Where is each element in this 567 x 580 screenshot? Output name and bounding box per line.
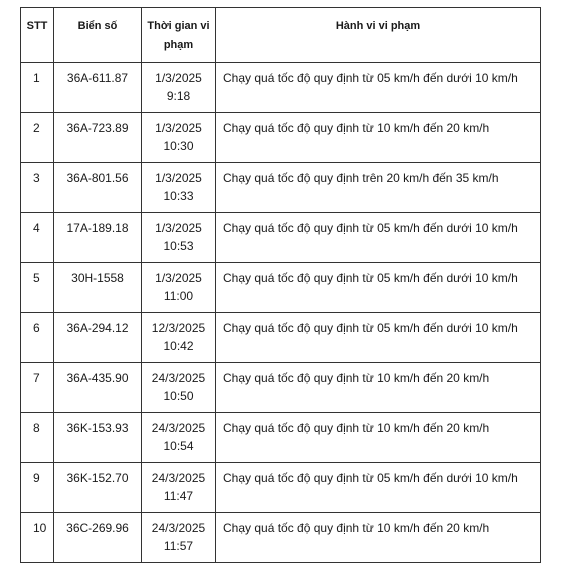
cell-time: [142, 213, 216, 263]
header-time: [142, 8, 216, 63]
cell-date-value: 24/3/2025: [151, 371, 206, 385]
cell-time: [142, 63, 216, 113]
table-row: [21, 113, 541, 163]
table-row: [21, 513, 541, 563]
cell-time: [142, 313, 216, 363]
table-body: [21, 63, 541, 563]
cell-time-value: 10:53: [163, 239, 194, 253]
cell-date-value: 1/3/2025: [155, 121, 202, 135]
cell-stt: 1: [21, 63, 54, 113]
cell-stt: 3: [21, 163, 54, 213]
cell-plate: 36K-152.70: [54, 463, 142, 513]
cell-violation: Chạy quá tốc độ quy định từ 05 km/h đến dưới 10 km/h: [216, 63, 541, 113]
cell-time: [142, 113, 216, 163]
cell-stt: 6: [21, 313, 54, 363]
cell-time: [142, 163, 216, 213]
cell-stt: 4: [21, 213, 54, 263]
header-violation: Hành vi vi phạm: [216, 8, 541, 63]
table-row: [21, 63, 541, 113]
cell-time: [142, 363, 216, 413]
cell-plate: 30H-1558: [54, 263, 142, 313]
cell-violation: Chạy quá tốc độ quy định trên 20 km/h đến 35 km/h: [216, 163, 541, 213]
cell-plate: 36A-294.12: [54, 313, 142, 363]
violations-table: [20, 7, 541, 563]
cell-time: [142, 513, 216, 563]
cell-time: [142, 413, 216, 463]
cell-time-value: 11:57: [163, 539, 194, 553]
header-time-label: Thời gian vi phạm: [147, 20, 210, 51]
cell-date-value: 1/3/2025: [155, 71, 202, 85]
cell-plate: 36A-435.90: [54, 363, 142, 413]
table-row: [21, 413, 541, 463]
cell-stt: 7: [21, 363, 54, 413]
cell-violation: Chạy quá tốc độ quy định từ 05 km/h đến dưới 10 km/h: [216, 463, 541, 513]
table-row: [21, 213, 541, 263]
cell-plate: 36K-153.93: [54, 413, 142, 463]
cell-time: [142, 263, 216, 313]
header-plate: Biển số: [54, 8, 142, 63]
table-row: [21, 463, 541, 513]
cell-violation: Chạy quá tốc độ quy định từ 10 km/h đến 20 km/h: [216, 413, 541, 463]
cell-time-value: 9:18: [166, 89, 191, 103]
cell-stt: 9: [21, 463, 54, 513]
cell-violation: Chạy quá tốc độ quy định từ 05 km/h đến dưới 10 km/h: [216, 213, 541, 263]
cell-time-value: 11:47: [163, 489, 194, 503]
table-row: [21, 163, 541, 213]
cell-date-value: 12/3/2025: [151, 321, 206, 335]
cell-date-value: 1/3/2025: [155, 171, 202, 185]
table-header-row: [21, 8, 541, 63]
cell-date-value: 1/3/2025: [155, 221, 202, 235]
cell-stt: 2: [21, 113, 54, 163]
cell-stt: 8: [21, 413, 54, 463]
table-row: [21, 363, 541, 413]
cell-time: [142, 463, 216, 513]
header-stt: STT: [21, 8, 54, 63]
cell-time-value: 10:42: [163, 339, 194, 353]
cell-date-value: 24/3/2025: [151, 421, 206, 435]
cell-date-value: 1/3/2025: [155, 271, 202, 285]
cell-plate: 36A-801.56: [54, 163, 142, 213]
cell-violation: Chạy quá tốc độ quy định từ 05 km/h đến dưới 10 km/h: [216, 313, 541, 363]
table-row: [21, 313, 541, 363]
cell-time-value: 10:33: [163, 189, 194, 203]
cell-plate: 36A-611.87: [54, 63, 142, 113]
cell-violation: Chạy quá tốc độ quy định từ 10 km/h đến 20 km/h: [216, 513, 541, 563]
cell-plate: 36C-269.96: [54, 513, 142, 563]
cell-stt: 5: [21, 263, 54, 313]
cell-time-value: 10:30: [163, 139, 194, 153]
cell-time-value: 11:00: [163, 289, 194, 303]
cell-violation: Chạy quá tốc độ quy định từ 05 km/h đến dưới 10 km/h: [216, 263, 541, 313]
cell-date-value: 24/3/2025: [151, 521, 206, 535]
cell-stt: 10: [21, 513, 54, 563]
cell-violation: Chạy quá tốc độ quy định từ 10 km/h đến 20 km/h: [216, 113, 541, 163]
cell-time-value: 10:54: [163, 439, 194, 453]
cell-plate: 17A-189.18: [54, 213, 142, 263]
cell-time-value: 10:50: [163, 389, 194, 403]
cell-violation: Chạy quá tốc độ quy định từ 10 km/h đến 20 km/h: [216, 363, 541, 413]
cell-date-value: 24/3/2025: [151, 471, 206, 485]
table-row: [21, 263, 541, 313]
cell-plate: 36A-723.89: [54, 113, 142, 163]
